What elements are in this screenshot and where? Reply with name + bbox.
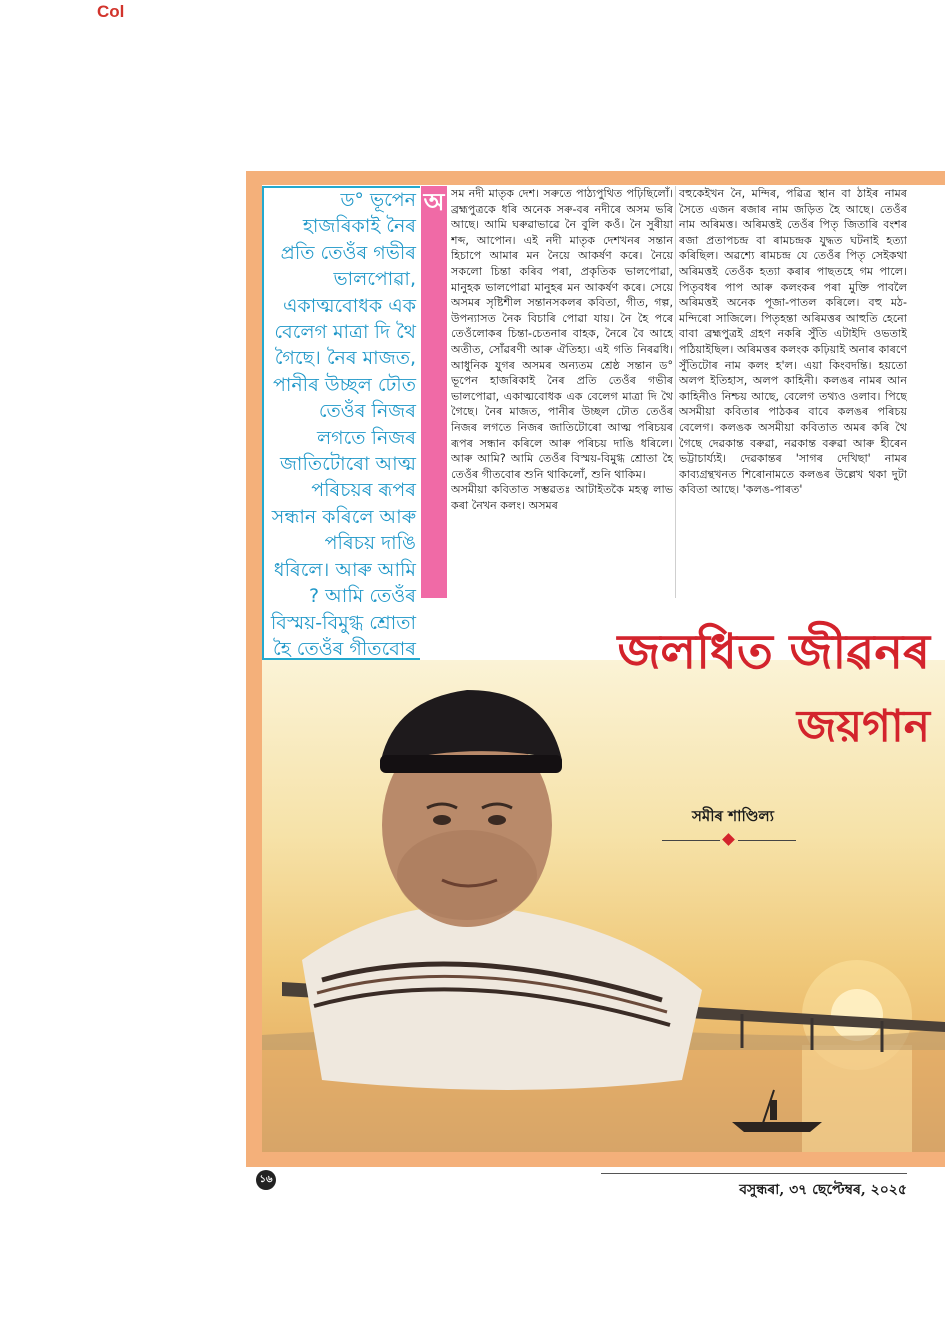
boat-shape <box>732 1122 822 1132</box>
footer-rule <box>601 1173 907 1174</box>
frame-top-band <box>246 171 945 185</box>
body-column-2: বহুকেইখন নৈ, মন্দিৰ, পৱিত্ৰ স্থান বা ঠাইৰ নামৰ সৈতে এজন ৰজাৰ নাম জড়িত হৈ আছে। তেওঁৰ নাম অৰিমত্ত। অৰিমত্তই তেওঁৰ পিতৃ জিতাৰি বংশৰ ৰজা প্ৰতাপচন্দ্ৰ বা ৰামচন্দ্ৰক যুদ্ধত ঘটনাই হত্যা কৰিছিল। অৱশ্যে ৰামচন্দ্ৰ যে তেওঁৰ পিতৃ সেইকথা অৰিমত্তই তেওঁক হত্যা কৰাৰ পাছতহে গম পালে। পিতৃবধৰ পাপ আৰু কলংকৰ পৰা মুক্তি পাবলৈ অৰিমত্তই অনেক পূজা-পাতল কৰিলে। বহু মঠ-মন্দিৰো সাজিলে। পিতৃহন্তা অৰিমত্তৰ আহুতি হেনো বাবা ব্ৰহ্মপুত্ৰই গ্ৰহণ নকৰি সুঁতি এটাইদি ওভতাই পঠিয়াইছিল। অৰিমত্তৰ কলংক কঢ়িয়াই অনাৰ কাৰণে সুঁতিটোৰ নাম কলং হ'ল। এয়া কিংবদন্তি। হয়তো অলপ ইতিহাস, অলপ কাহিনী। কলঙৰ নামৰ আন কাহিনীও নিশ্চয় আছে, বেলেগ তথ্যও ওলাব। পিছে অসমীয়া কবিতাৰ পাঠকৰ বাবে কলঙৰ পৰিচয় বেলেগ। কলঙক অসমীয়া কবিতাত অমৰ কৰি থৈ গৈছে দেৱকান্ত বৰুৱা, নৱকান্ত বৰুৱা আৰু হীৰেন ভট্টাচাৰ্য্যই। দেৱকান্তৰ 'সাগৰ দেখিছা' নামৰ কাব্যগ্ৰন্থখনত শিৰোনামতে কলঙৰ উল্লেখ থকা দুটা কবিতা আছে। 'কলঙ-পাৰত' <box>679 187 907 497</box>
frame-bottom-band <box>246 1152 945 1167</box>
headline-line-2: জয়গান <box>796 701 930 752</box>
byline-author: সমীৰ শাণ্ডিল্য <box>692 807 774 825</box>
column-divider <box>675 186 676 598</box>
drop-cap-bar <box>421 186 447 598</box>
shawl-shape <box>302 906 702 1090</box>
page-number: ১৬ <box>256 1170 276 1190</box>
body-column-1: সম নদী মাতৃক দেশ। সৰুতে পাঠ্যপুথিত পঢ়িছিলোঁ। ব্ৰহ্মপুত্ৰকে ধৰি অনেক সৰু-বৰ নদীৰে অসম ভৰি আছে। আমি ঘৰুৱাভাৱে নৈ বুলি কওঁ। নৈ সুৰীয়া শব্দ, আপোন। এই নদী মাতৃক দেশখনৰ সন্তান হিচাপে আমাৰ মন নৈয়ে আকৰ্ষণ কৰে। নৈয়ে সকলো চিন্তা কৰিব পৰা, প্ৰকৃতিক ভালপোৱা, মানুহক ভালপোৱা মানুহৰ মন আকৰ্ষণ কৰে। সেয়ে অসমৰ সৃষ্টিশীল সন্তানসকলৰ কবিতা, গীত, গল্প, উপন্যাসত নৈক বিচাৰি পোৱা যায়। নৈ হৈ পৰে তেওঁলোকৰ চিন্তা-চেতনাৰ বাহক, নৈৰে বৈ আহে অতীত, সোঁৱৰণী আৰু ঐতিহ্য। এই গতি নিৰৱধি। আধুনিক যুগৰ অসমৰ অন্যতম শ্ৰেষ্ঠ সন্তান ড° ভূপেন হাজৰিকাই নৈৰ প্ৰতি তেওঁৰ গভীৰ ভালপোৱা, একাত্মবোধক এক বেলেগ মাত্ৰা দি থৈ গৈছে। নৈৰ মাজত, পানীৰ উচ্ছল ঢৌত তেওঁৰ নিজৰ লগতে নিজৰ জাতিটোৰো আত্ম পৰিচয়ৰ ৰূপৰ সন্ধান কৰিলে আৰু পৰিচয় দাঙি ধৰিলে। আৰু আমি? আমি তেওঁৰ বিস্ময়-বিমুগ্ধ শ্ৰোতা হৈ তেওঁৰ গীতবোৰ শুনি থাকিলোঁ, শুনি থাকিম। অসমীয়া কবিতাত সম্ভৱতঃ আটাইতকৈ মহত্ব লাভ কৰা নৈখন কলং। অসমৰ <box>451 187 673 512</box>
byline-rule-left <box>662 840 720 841</box>
byline-rule-right <box>738 840 796 841</box>
pull-quote-text: ড° ভূপেন হাজৰিকাই নৈৰ প্ৰতি তেওঁৰ গভীৰ ভালপোৱা, একাত্মবোধক এক বেলেগ মাত্ৰা দি থৈ গৈছে। নৈৰ মাজত, পানীৰ উচ্ছল ঢৌত তেওঁৰ নিজৰ লগতে নিজৰ জাতিটোৰো আত্ম পৰিচয়ৰ ৰূপৰ সন্ধান কৰিলে আৰু পৰিচয় দাঙি ধৰিলে। আৰু আমি ? আমি তেওঁৰ বিস্ময়-বিমুগ্ধ শ্ৰোতা হৈ তেওঁৰ গীতবোৰ <box>270 189 416 660</box>
corner-tag: Col <box>97 2 125 21</box>
footer-publication-date: বসুন্ধৰা, ৩৭ ছেপ্টেম্বৰ, ২০২৫ <box>739 1182 907 1198</box>
drop-cap: অ <box>423 188 445 216</box>
headline-line-1: জলধিত জীৱনৰ <box>617 624 930 680</box>
frame-left-band <box>246 171 262 1167</box>
